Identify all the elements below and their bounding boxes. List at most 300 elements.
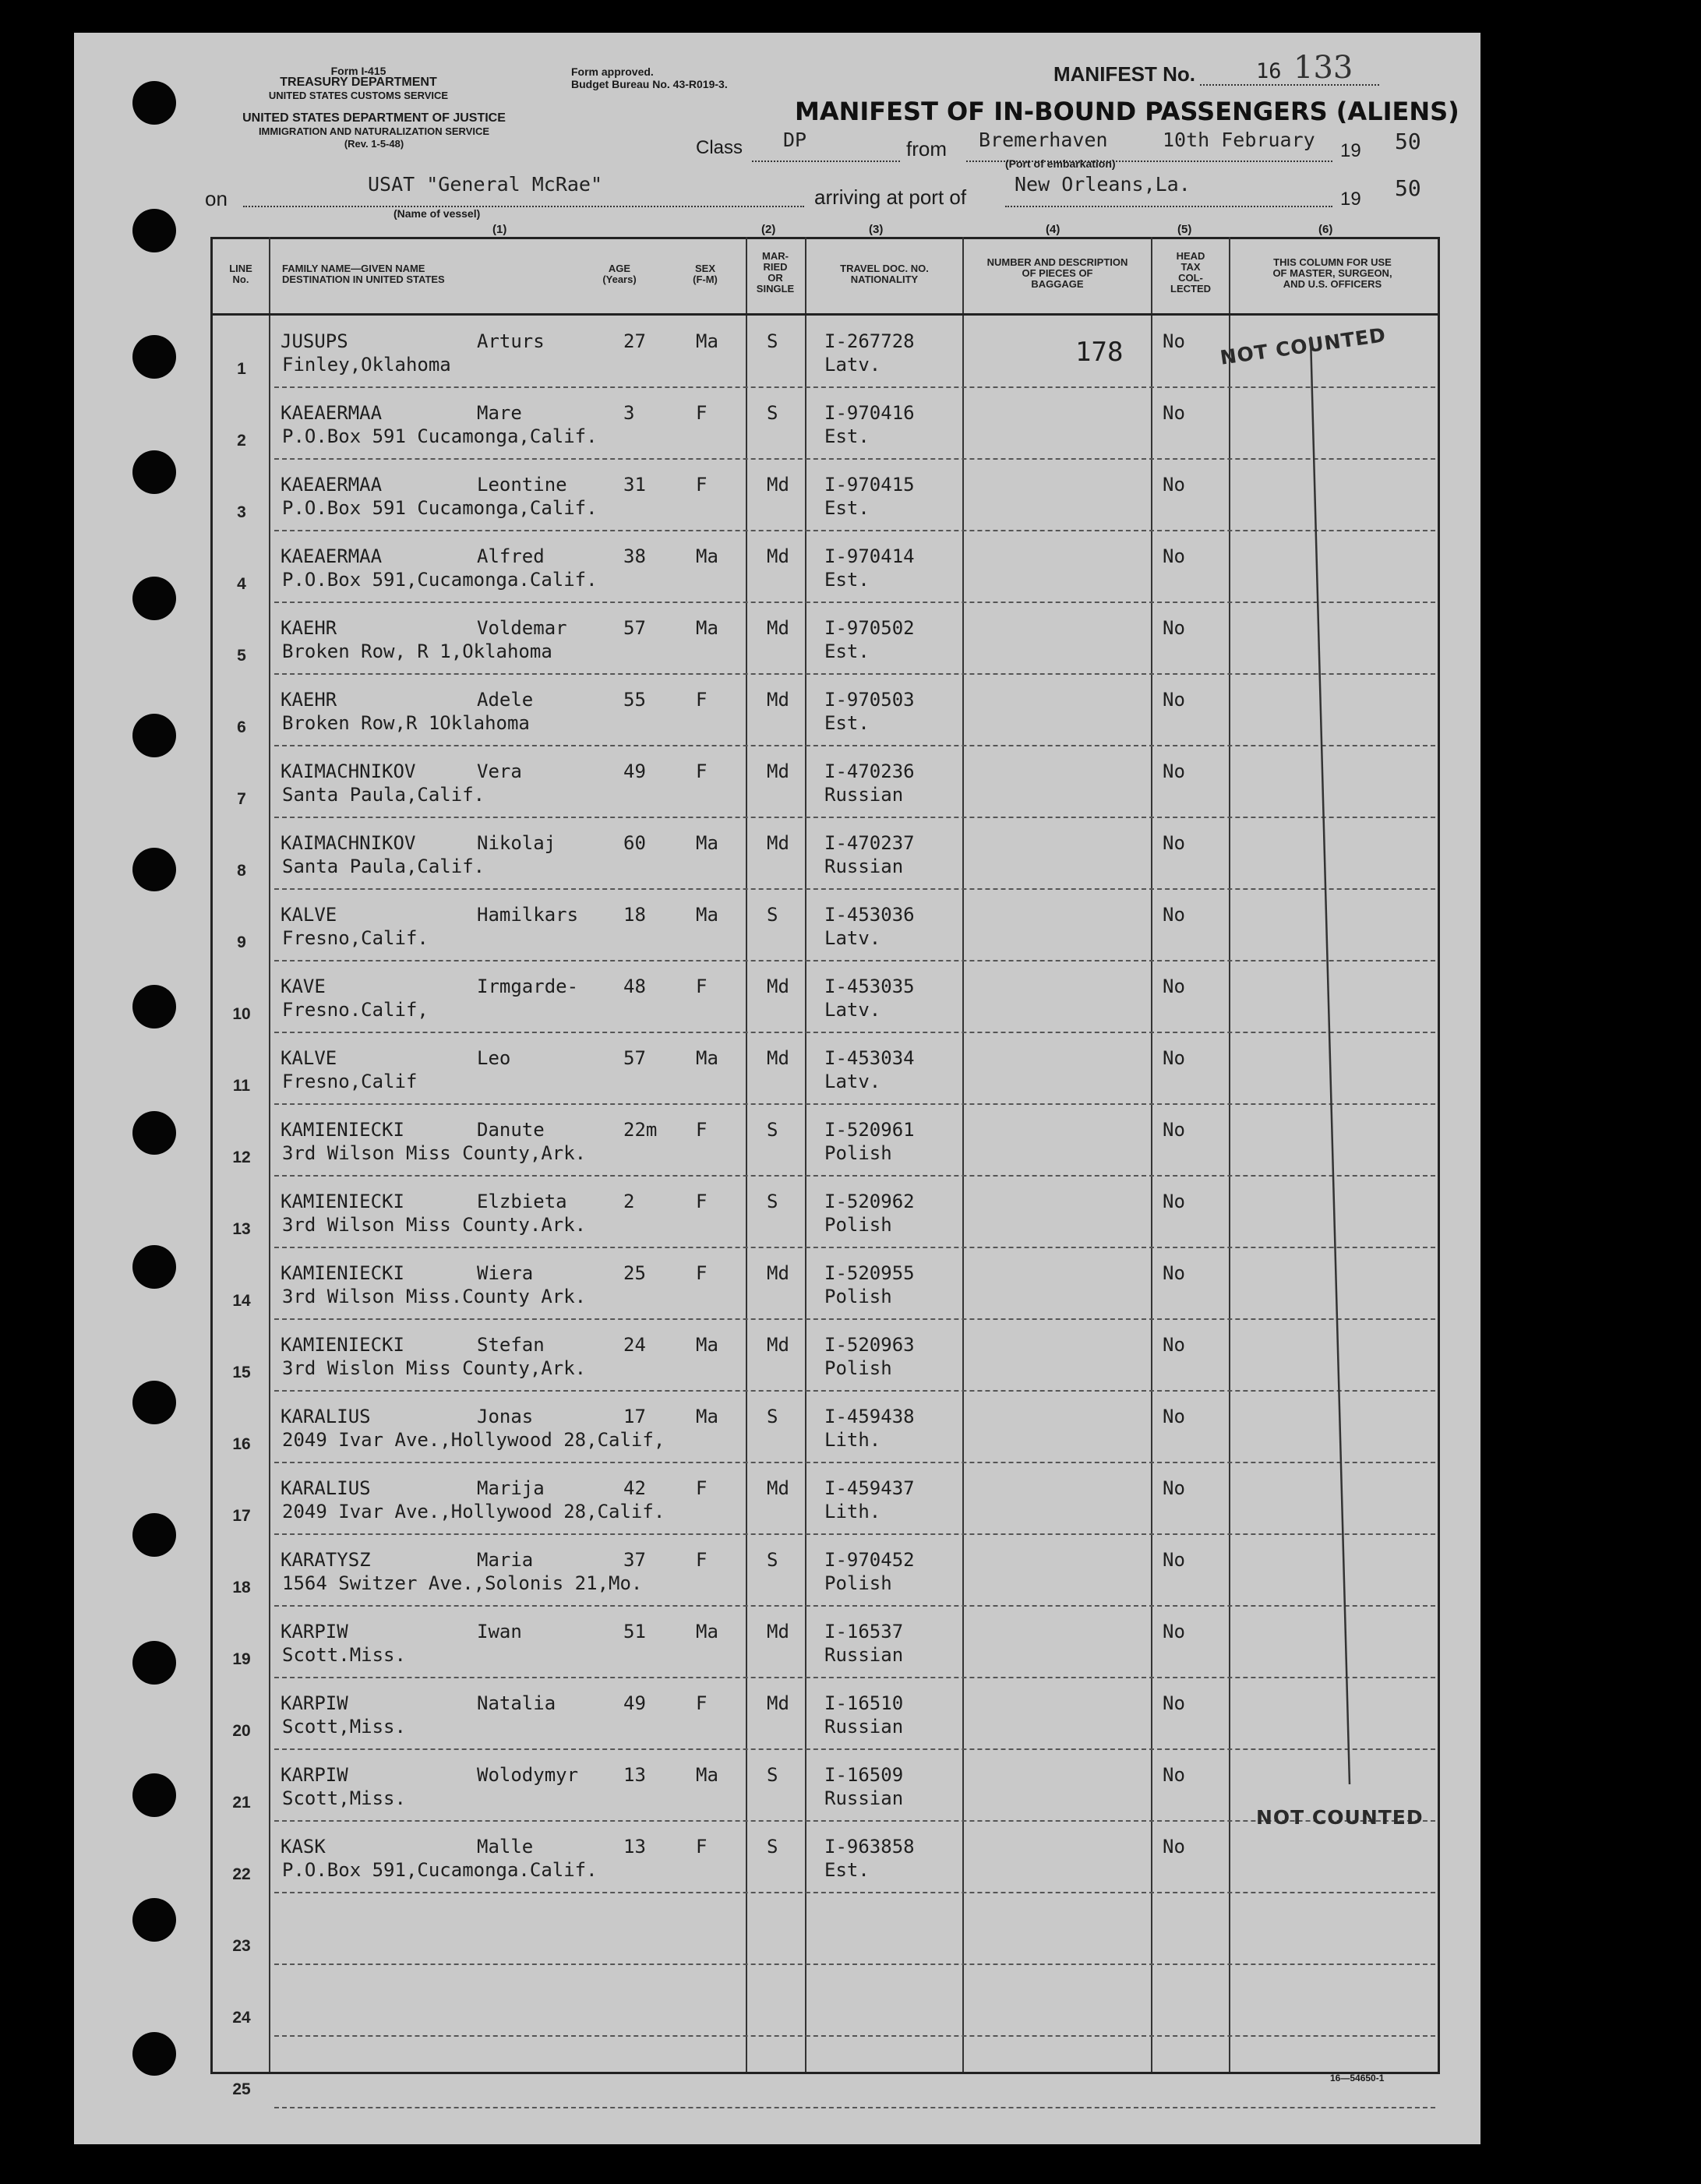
col-1-marker: (1) [492,223,507,236]
destination: 2049 Ivar Ave.,Hollywood 28,Calif, [282,1429,665,1451]
marital-status: Md [767,545,789,567]
line-number: 13 [232,1220,251,1238]
sex: Ma [696,1406,718,1427]
binder-hole [132,1773,176,1817]
family-name: KAVE [281,976,326,997]
destination: 3rd Wilson Miss County.Ark. [282,1214,587,1236]
age: 18 [623,904,646,926]
year-prefix-2: 19 [1340,189,1361,210]
row-divider [274,530,1435,531]
line-number: 9 [237,933,246,951]
given-name: Leontine [477,474,567,496]
destination: Broken Row, R 1,Oklahoma [282,640,552,662]
head-tax-collected: No [1163,1334,1185,1356]
line-number: 11 [232,1077,251,1095]
nationality: Polish [824,1214,892,1236]
from-label: from [906,137,947,161]
marital-status: S [767,1191,778,1212]
ins-service: IMMIGRATION AND NATURALIZATION SERVICE [258,125,490,137]
row-divider [274,1533,1435,1535]
family-name: KAEAERMAA [281,474,383,496]
line-number: 4 [237,575,246,593]
marital-status: S [767,904,778,926]
vessel-name: USAT "General McRae" [368,173,603,196]
given-name: Elzbieta [477,1191,567,1212]
marital-status: Md [767,1047,789,1069]
travel-doc-heading: TRAVEL DOC. NO. NATIONALITY [840,263,929,285]
travel-doc-number: I-267728 [824,330,915,352]
marital-status: S [767,402,778,424]
binder-hole [132,1641,176,1685]
given-name: Arturs [477,330,545,352]
given-name: Jonas [477,1406,534,1427]
travel-doc-number: I-970416 [824,402,915,424]
nationality: Polish [824,1572,892,1594]
row-divider [274,1032,1435,1033]
travel-doc-number: I-459438 [824,1406,915,1427]
given-name: Voldemar [477,617,567,639]
age: 49 [623,1692,646,1714]
destination: Scott,Miss. [282,1716,406,1738]
line-number: 21 [232,1794,251,1812]
family-name: KAEHR [281,689,337,711]
destination: Fresno,Calif [282,1071,418,1092]
sex: F [696,1262,708,1284]
nationality: Russian [824,784,904,806]
marital-status: S [767,1406,778,1427]
family-name: KAEAERMAA [281,402,383,424]
head-tax-collected: No [1163,1191,1185,1212]
line-number: 12 [232,1148,251,1166]
line-number: 2 [237,432,246,450]
line-number: 16 [232,1435,251,1453]
head-tax-collected: No [1163,1836,1185,1858]
travel-doc-number: I-16510 [824,1692,904,1714]
col-3-marker: (3) [869,223,884,236]
marital-status: S [767,1119,778,1141]
sex: F [696,760,708,782]
sex: F [696,689,708,711]
nationality: Latv. [824,354,881,376]
row-divider [274,673,1435,675]
sex: F [696,1119,708,1141]
family-name: KALVE [281,904,337,926]
justice-dept: UNITED STATES DEPARTMENT OF JUSTICE [242,111,506,125]
nationality: Russian [824,1716,904,1738]
family-name: KALVE [281,1047,337,1069]
row-divider [274,1605,1435,1607]
sex: F [696,1549,708,1571]
given-name: Hamilkars [477,904,579,926]
sex: Ma [696,832,718,854]
destination: Scott.Miss. [282,1644,406,1666]
on-label: on [205,187,228,210]
travel-doc-number: I-16509 [824,1764,904,1786]
col-6-marker: (6) [1318,223,1333,236]
manifest-handwritten-number: 133 [1293,50,1353,86]
travel-doc-number: I-520955 [824,1262,915,1284]
marital-status: Md [767,1692,789,1714]
head-tax-collected: No [1163,1692,1185,1714]
nationality: Lith. [824,1501,881,1522]
marital-status: S [767,1764,778,1786]
form-number: Form I-415 [330,65,386,77]
vessel-caption: (Name of vessel) [393,207,481,220]
nationality: Est. [824,712,870,734]
nationality: Polish [824,1142,892,1164]
given-name: Danute [477,1119,545,1141]
col-4-marker: (4) [1046,223,1060,236]
age-heading: AGE (Years) [602,263,637,285]
head-tax-collected: No [1163,1621,1185,1642]
given-name: Alfred [477,545,545,567]
family-name: KAMIENIECKI [281,1191,404,1212]
binder-hole [132,1245,176,1289]
marital-status: S [767,1836,778,1858]
sex: Ma [696,330,718,352]
travel-doc-number: I-970502 [824,617,915,639]
line-number: 19 [232,1650,251,1668]
travel-doc-number: I-970503 [824,689,915,711]
given-name: Stefan [477,1334,545,1356]
given-name: Mare [477,402,522,424]
given-name: Natalia [477,1692,556,1714]
sex: Ma [696,1621,718,1642]
destination: P.O.Box 591 Cucamonga,Calif. [282,497,598,519]
age: 13 [623,1836,646,1858]
sex: F [696,1477,708,1499]
destination: Broken Row,R 1Oklahoma [282,712,530,734]
marital-status: Md [767,689,789,711]
budget-bureau: Budget Bureau No. 43-R019-3. [571,78,728,90]
family-name: KARALIUS [281,1406,371,1427]
sex: F [696,1191,708,1212]
age: 48 [623,976,646,997]
destination: P.O.Box 591,Cucamonga.Calif. [282,1859,598,1881]
binder-hole [132,1111,176,1155]
travel-doc-number: I-963858 [824,1836,915,1858]
destination: Santa Paula,Calif. [282,856,485,877]
manifest-number: 16 [1256,59,1282,83]
line-number: 6 [237,718,246,736]
row-divider [274,2107,1435,2108]
given-name: Wolodymyr [477,1764,579,1786]
head-tax-collected: No [1163,545,1185,567]
nationality: Est. [824,569,870,591]
line-no-heading: LINE No. [229,263,252,285]
given-name: Irmgarde- [477,976,579,997]
family-name: KARPIW [281,1621,348,1642]
travel-doc-number: I-453036 [824,904,915,926]
line-number: 25 [232,2080,251,2098]
form-approved: Form approved. [571,65,654,78]
family-name: KARPIW [281,1692,348,1714]
marital-status: Md [767,474,789,496]
age: 57 [623,617,646,639]
line-number: 22 [232,1865,251,1883]
binder-hole [132,2032,176,2076]
line-number: 3 [237,503,246,521]
destination: Scott,Miss. [282,1787,406,1809]
destination: P.O.Box 591 Cucamonga,Calif. [282,425,598,447]
line-number: 8 [237,862,246,880]
family-name: KARPIW [281,1764,348,1786]
treasury-dept: TREASURY DEPARTMENT [280,76,437,89]
row-divider [274,1892,1435,1893]
line-number: 1 [237,360,246,378]
family-name: KAMIENIECKI [281,1262,404,1284]
marital-status: Md [767,832,789,854]
not-counted-stamp-bottom: NOT COUNTED [1256,1806,1424,1829]
nationality: Russian [824,1644,904,1666]
head-tax-collected: No [1163,617,1185,639]
age: 38 [623,545,646,567]
class-label: Class [696,137,743,158]
given-name: Marija [477,1477,545,1499]
age: 60 [623,832,646,854]
head-tax-collected: No [1163,1047,1185,1069]
destination: P.O.Box 591,Cucamonga.Calif. [282,569,598,591]
line-number: 14 [232,1292,251,1310]
nationality: Est. [824,425,870,447]
line-number: 5 [237,647,246,665]
given-name: Nikolaj [477,832,556,854]
nationality: Polish [824,1357,892,1379]
age: 27 [623,330,646,352]
age: 22m [623,1119,658,1141]
sex: F [696,1692,708,1714]
revision: (Rev. 1-5-48) [344,138,404,150]
travel-doc-number: I-453034 [824,1047,915,1069]
row-divider [274,1103,1435,1105]
binder-hole [132,1898,176,1942]
age: 17 [623,1406,646,1427]
binder-hole [132,577,176,620]
given-name: Malle [477,1836,534,1858]
travel-doc-number: I-970414 [824,545,915,567]
col-2-marker: (2) [761,223,776,236]
binder-hole [132,848,176,891]
head-tax-collected: No [1163,976,1185,997]
age: 37 [623,1549,646,1571]
row-divider [274,888,1435,890]
binder-hole [132,209,176,252]
col-5-marker: (5) [1177,223,1192,236]
travel-doc-number: I-970415 [824,474,915,496]
given-name: Maria [477,1549,534,1571]
head-tax-collected: No [1163,330,1185,352]
row-divider [274,1677,1435,1678]
head-tax-collected: No [1163,402,1185,424]
head-tax-collected: No [1163,1406,1185,1427]
sex: F [696,1836,708,1858]
embarkation-date: 10th February [1163,129,1315,151]
nationality: Polish [824,1286,892,1307]
marital-status: Md [767,760,789,782]
travel-doc-number: I-520962 [824,1191,915,1212]
sex: F [696,474,708,496]
destination: 3rd Wislon Miss County,Ark. [282,1357,587,1379]
nationality: Russian [824,856,904,877]
nationality: Latv. [824,1071,881,1092]
row-divider [274,1318,1435,1320]
row-divider [274,960,1435,961]
sex: Ma [696,545,718,567]
sex: Ma [696,904,718,926]
baggage-count: 178 [1075,337,1124,368]
binder-hole [132,1381,176,1424]
row-divider [274,458,1435,460]
age: 13 [623,1764,646,1786]
head-tax-collected: No [1163,1549,1185,1571]
age: 2 [623,1191,635,1212]
given-name: Iwan [477,1621,522,1642]
row-divider [274,386,1435,388]
travel-doc-number: I-453035 [824,976,915,997]
destination: Fresno.Calif, [282,999,429,1021]
nationality: Est. [824,497,870,519]
sex: Ma [696,617,718,639]
age: 49 [623,760,646,782]
destination: Fresno,Calif. [282,927,429,949]
embarkation-year: 50 [1395,129,1421,154]
customs-service: UNITED STATES CUSTOMS SERVICE [268,90,449,101]
destination: 3rd Wilson Miss County,Ark. [282,1142,587,1164]
line-number: 7 [237,790,246,808]
line-number: 17 [232,1507,251,1525]
port-of-embarkation: Bremerhaven [979,129,1108,151]
age: 57 [623,1047,646,1069]
marital-status: Md [767,1262,789,1284]
family-name: KAEHR [281,617,337,639]
officers-column-pen-line [1309,335,1356,1800]
head-tax-collected: No [1163,1764,1185,1786]
destination: 3rd Wilson Miss.County Ark. [282,1286,587,1307]
line-number: 20 [232,1722,251,1740]
sex-heading: SEX (F-M) [693,263,718,285]
row-divider [274,817,1435,818]
sex: Ma [696,1764,718,1786]
port-of-arrival: New Orleans,La. [1015,173,1191,196]
nationality: Lith. [824,1429,881,1451]
manifest-title: MANIFEST OF IN-BOUND PASSENGERS (ALIENS) [795,97,1459,126]
nationality: Est. [824,1859,870,1881]
year-prefix-1: 19 [1340,140,1361,161]
nationality: Latv. [824,927,881,949]
family-name: KAIMACHNIKOV [281,832,416,854]
arrival-year: 50 [1395,175,1421,201]
marital-status: S [767,1549,778,1571]
line-number: 23 [232,1937,251,1955]
baggage-heading: NUMBER AND DESCRIPTION OF PIECES OF BAGGAGE [986,256,1128,290]
given-name: Leo [477,1047,511,1069]
row-divider [274,602,1435,603]
marital-status: Md [767,617,789,639]
family-name: KAIMACHNIKOV [281,760,416,782]
family-name: KAMIENIECKI [281,1334,404,1356]
line-number: 10 [232,1005,251,1023]
age: 25 [623,1262,646,1284]
head-tax-collected: No [1163,1119,1185,1141]
name-heading: FAMILY NAME—GIVEN NAME DESTINATION IN UNITED STATES [282,263,445,285]
head-tax-heading: HEAD TAX COL- LECTED [1170,250,1211,295]
arriving-label: arriving at port of [814,185,967,209]
sex: Ma [696,1334,718,1356]
binder-hole [132,985,176,1028]
head-tax-collected: No [1163,832,1185,854]
given-name: Wiera [477,1262,534,1284]
age: 51 [623,1621,646,1642]
head-tax-collected: No [1163,760,1185,782]
family-name: JUSUPS [281,330,348,352]
line-number: 18 [232,1579,251,1597]
row-divider [274,1247,1435,1248]
nationality: Russian [824,1787,904,1809]
nationality: Latv. [824,999,881,1021]
binder-hole [132,1513,176,1557]
line-number: 15 [232,1364,251,1381]
marital-status: Md [767,1477,789,1499]
row-divider [274,2035,1435,2037]
travel-doc-number: I-470236 [824,760,915,782]
row-divider [274,1175,1435,1177]
travel-doc-number: I-520961 [824,1119,915,1141]
binder-hole [132,81,176,125]
port-embark-caption: (Port of embarkation) [1005,157,1116,170]
not-counted-stamp-top: NOT COUNTED [1219,323,1388,369]
sex: F [696,976,708,997]
destination: 1564 Switzer Ave.,Solonis 21,Mo. [282,1572,643,1594]
footer-code: 16—54650-1 [1330,2073,1385,2083]
marital-status: Md [767,1334,789,1356]
destination: 2049 Ivar Ave.,Hollywood 28,Calif. [282,1501,665,1522]
head-tax-collected: No [1163,904,1185,926]
travel-doc-number: I-459437 [824,1477,915,1499]
age: 24 [623,1334,646,1356]
age: 31 [623,474,646,496]
travel-doc-number: I-470237 [824,832,915,854]
sex: F [696,402,708,424]
given-name: Adele [477,689,534,711]
travel-doc-number: I-16537 [824,1621,904,1642]
nationality: Est. [824,640,870,662]
family-name: KARATYSZ [281,1549,371,1571]
age: 55 [623,689,646,711]
head-tax-collected: No [1163,689,1185,711]
head-tax-collected: No [1163,1262,1185,1284]
class-value: DP [783,129,807,151]
married-heading: MAR- RIED OR SINGLE [756,250,795,295]
binder-hole [132,450,176,494]
age: 3 [623,402,635,424]
travel-doc-number: I-970452 [824,1549,915,1571]
head-tax-collected: No [1163,1477,1185,1499]
travel-doc-number: I-520963 [824,1334,915,1356]
family-name: KASK [281,1836,326,1858]
line-number: 24 [232,2009,251,2027]
destination: Santa Paula,Calif. [282,784,485,806]
family-name: KAMIENIECKI [281,1119,404,1141]
head-tax-collected: No [1163,474,1185,496]
given-name: Vera [477,760,522,782]
destination: Finley,Oklahoma [282,354,451,376]
manifest-number-label: MANIFEST No. [1053,62,1195,86]
binder-hole [132,714,176,757]
row-divider [274,1963,1435,1965]
family-name: KAEAERMAA [281,545,383,567]
row-divider [274,1748,1435,1750]
row-divider [274,1462,1435,1463]
